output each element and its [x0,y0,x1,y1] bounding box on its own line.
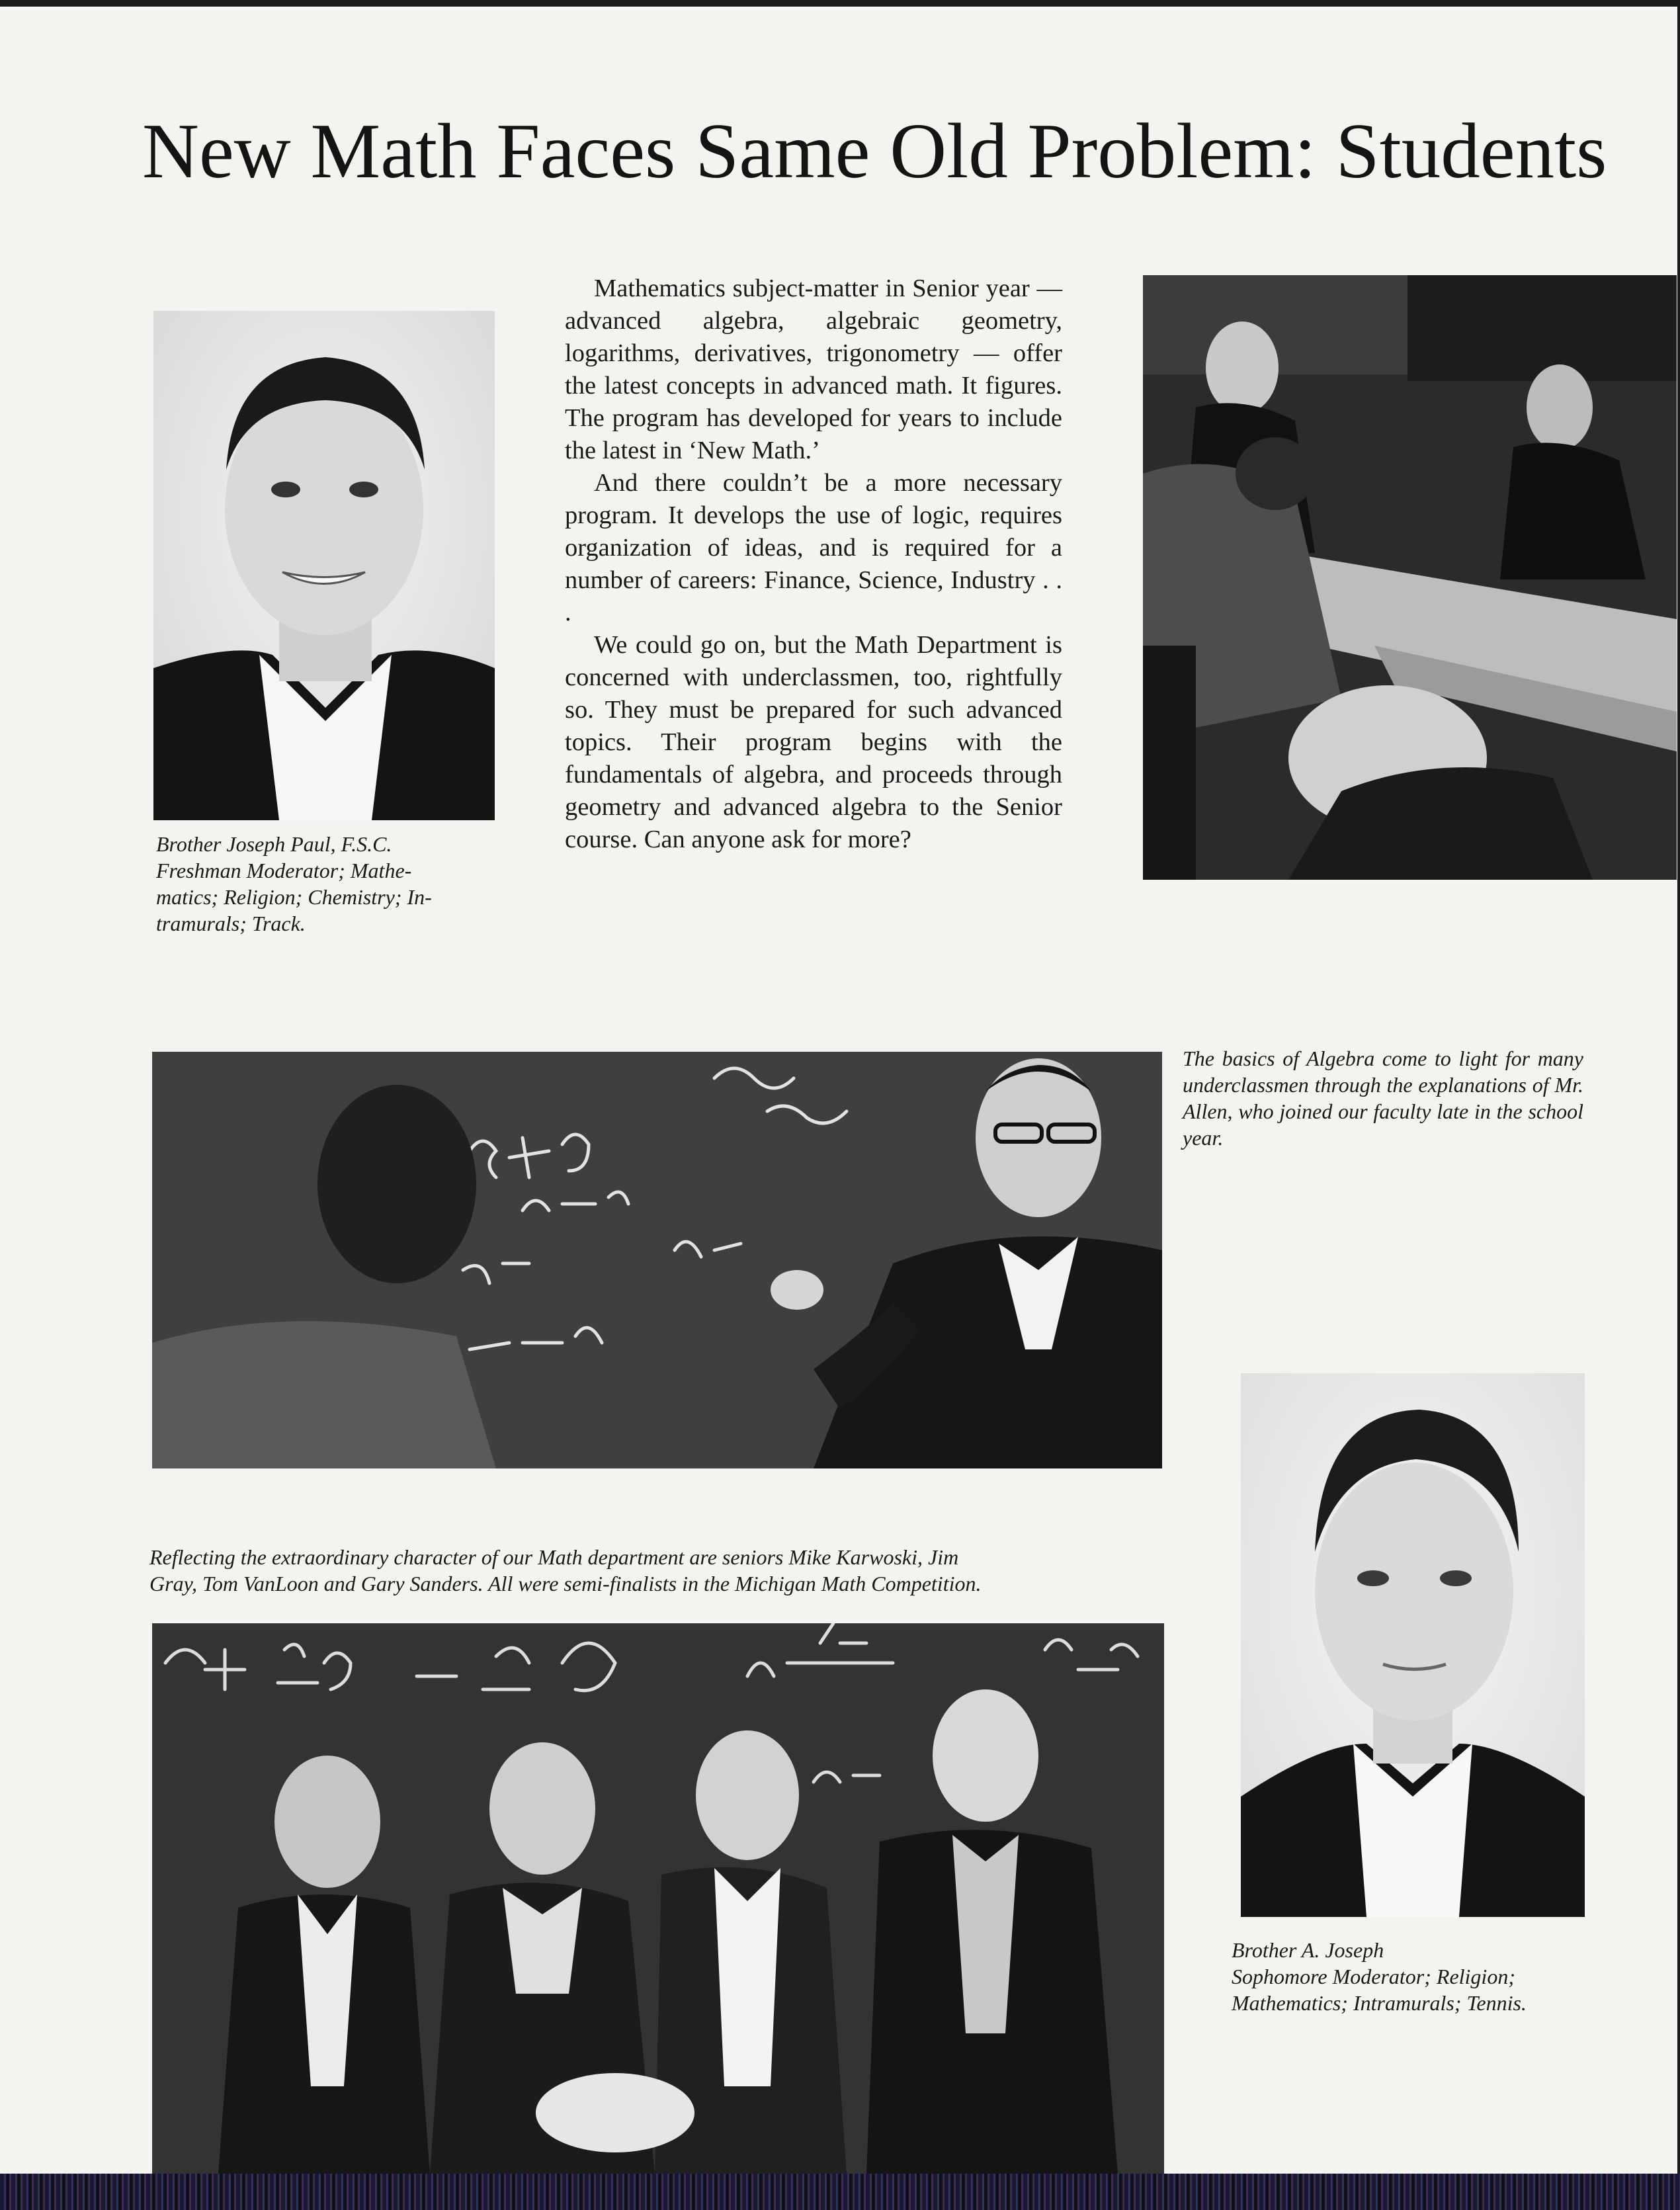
page-bottom-border [0,2174,1680,2210]
photo-brother-a-joseph [1241,1373,1585,1917]
article-paragraph: We could go on, but the Math Department is concerned with underclassmen, too, rightfully so. They must be prepared for such advanced topics. Their program begins with the fundamentals of algebra, and proceeds through geometry and advanced algebra to the Senior course. Can anyone ask for more? [565,631,1062,853]
caption-line: matics; Religion; Chemistry; In- [156,885,432,909]
article-body [565,273,1062,856]
caption-algebra-basics: The basics of Algebra come to light for many underclassmen through the explanations of Mr. Allen, who joined our faculty late in the school year. [1183,1046,1583,1150]
page-right-border [1677,0,1680,2210]
page-top-border [0,0,1680,7]
caption-line: Brother A. Joseph [1232,1938,1384,1962]
caption-brother-a-joseph [1232,1937,1575,2016]
caption-line: Freshman Moderator; Mathe- [156,859,412,882]
page-headline: New Math Faces Same Old Problem: Students [142,107,1607,194]
photo-brother-joseph-paul [153,311,495,820]
caption-line: Brother Joseph Paul, F.S.C. [156,832,392,856]
caption-line: Gray, Tom VanLoon and Gary Sanders. All were semi-finalists in the Michigan Math Competition. [149,1572,982,1595]
caption-line: Sophomore Moderator; Religion; [1232,1965,1515,1988]
photo-classroom-students-writing [1143,275,1677,880]
article-paragraph: Mathematics subject-matter in Senior year — advanced algebra, algebraic geometry, logarithms, derivatives, trigonometry — offer the latest concepts in advanced math. It figures. The program has developed for years to include the latest in ‘New Math.’ [565,275,1062,464]
caption-brother-joseph-paul [156,831,500,937]
caption-line: Mathematics; Intramurals; Tennis. [1232,1991,1527,2015]
caption-line: tramurals; Track. [156,912,306,935]
article-paragraph: And there couldn’t be a more necessary program. It develops the use of logic, requires organization of ideas, and is required for a number of careers: Finance, Science, Industry . . . [565,469,1062,626]
photo-algebra-chalkboard [152,1052,1162,1468]
caption-seniors [149,1544,1168,1597]
caption-line: Reflecting the extraordinary character of our Math department are seniors Mike Karwoski, Jim [149,1545,959,1569]
photo-senior-semi-finalists [152,1623,1164,2174]
